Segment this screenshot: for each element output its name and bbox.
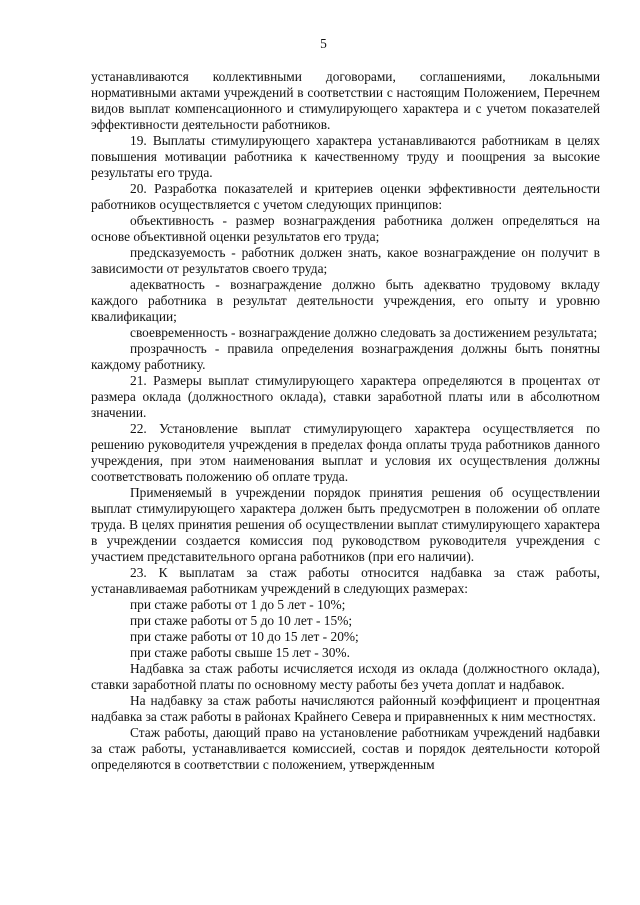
list-item: при стаже работы от 1 до 5 лет - 10%;: [130, 597, 346, 612]
page-number: 5: [320, 36, 327, 51]
paragraph: Стаж работы, дающий право на установление работникам учреждений надбавки за стаж работы, устанавливается комиссией, состав и порядок деятельности которой определяются в соответствии с положением, утвержденным: [91, 725, 600, 772]
paragraph: предсказуемость - работник должен знать, какое вознаграждение он получит в зависимости от результатов своего труда;: [91, 245, 600, 276]
paragraph: своевременность - вознаграждение должно следовать за достижением результата;: [130, 325, 598, 340]
paragraph: Надбавка за стаж работы исчисляется исходя из оклада (должностного оклада), ставки заработной платы по основному месту работы без учета доплат и надбавок.: [91, 661, 600, 692]
paragraph: объективность - размер вознаграждения работника должен определяться на основе объективной оценки результатов его труда;: [91, 213, 600, 244]
paragraph: адекватность - вознаграждение должно быть адекватно трудовому вкладу каждого работника в результат деятельности учреждения, его опыту и уровню квалификации;: [91, 277, 600, 324]
paragraph: Применяемый в учреждении порядок принятия решения об осуществлении выплат стимулирующего характера должен быть предусмотрен в положении об оплате труда. В целях принятия решения об осуществлении выплат стимулирующего характера в учреждении создается комиссия под руководством руководителя учреждения с участием представительного органа работников (при его наличии).: [91, 485, 600, 564]
paragraph: 19. Выплаты стимулирующего характера устанавливаются работникам в целях повышения мотивации работника к качественному труду и поощрения за высокие результаты его труда.: [91, 133, 600, 180]
paragraph: 20. Разработка показателей и критериев оценки эффективности деятельности работников осуществляется с учетом следующих принципов:: [91, 181, 600, 212]
paragraph: 22. Установление выплат стимулирующего характера осуществляется по решению руководителя учреждения в пределах фонда оплаты труда работников данного учреждения, при этом наименования выплат и условия их осуществления должны соответствовать положению об оплате труда.: [91, 421, 600, 484]
paragraph: 21. Размеры выплат стимулирующего характера определяются в процентах от размера оклада (должностного оклада), ставки заработной платы или в абсолютном значении.: [91, 373, 600, 420]
paragraph: устанавливаются коллективными договорами, соглашениями, локальными нормативными актами учреждений в соответствии с настоящим Положением, Перечнем видов выплат компенсационного и стимулирующего характера и с учетом показателей эффективности деятельности работников.: [91, 69, 600, 132]
paragraph: прозрачность - правила определения вознаграждения должны быть понятны каждому работнику.: [91, 341, 600, 372]
list-item: при стаже работы от 10 до 15 лет - 20%;: [130, 629, 359, 644]
body-text: [91, 69, 600, 773]
paragraph: На надбавку за стаж работы начисляются районный коэффициент и процентная надбавка за стаж работы в районах Крайнего Севера и приравненных к ним местностях.: [91, 693, 600, 724]
list-item: при стаже работы от 5 до 10 лет - 15%;: [130, 613, 353, 628]
list-item: при стаже работы свыше 15 лет - 30%.: [130, 645, 350, 660]
paragraph: 23. К выплатам за стаж работы относится надбавка за стаж работы, устанавливаемая работникам учреждений в следующих размерах:: [91, 565, 600, 596]
